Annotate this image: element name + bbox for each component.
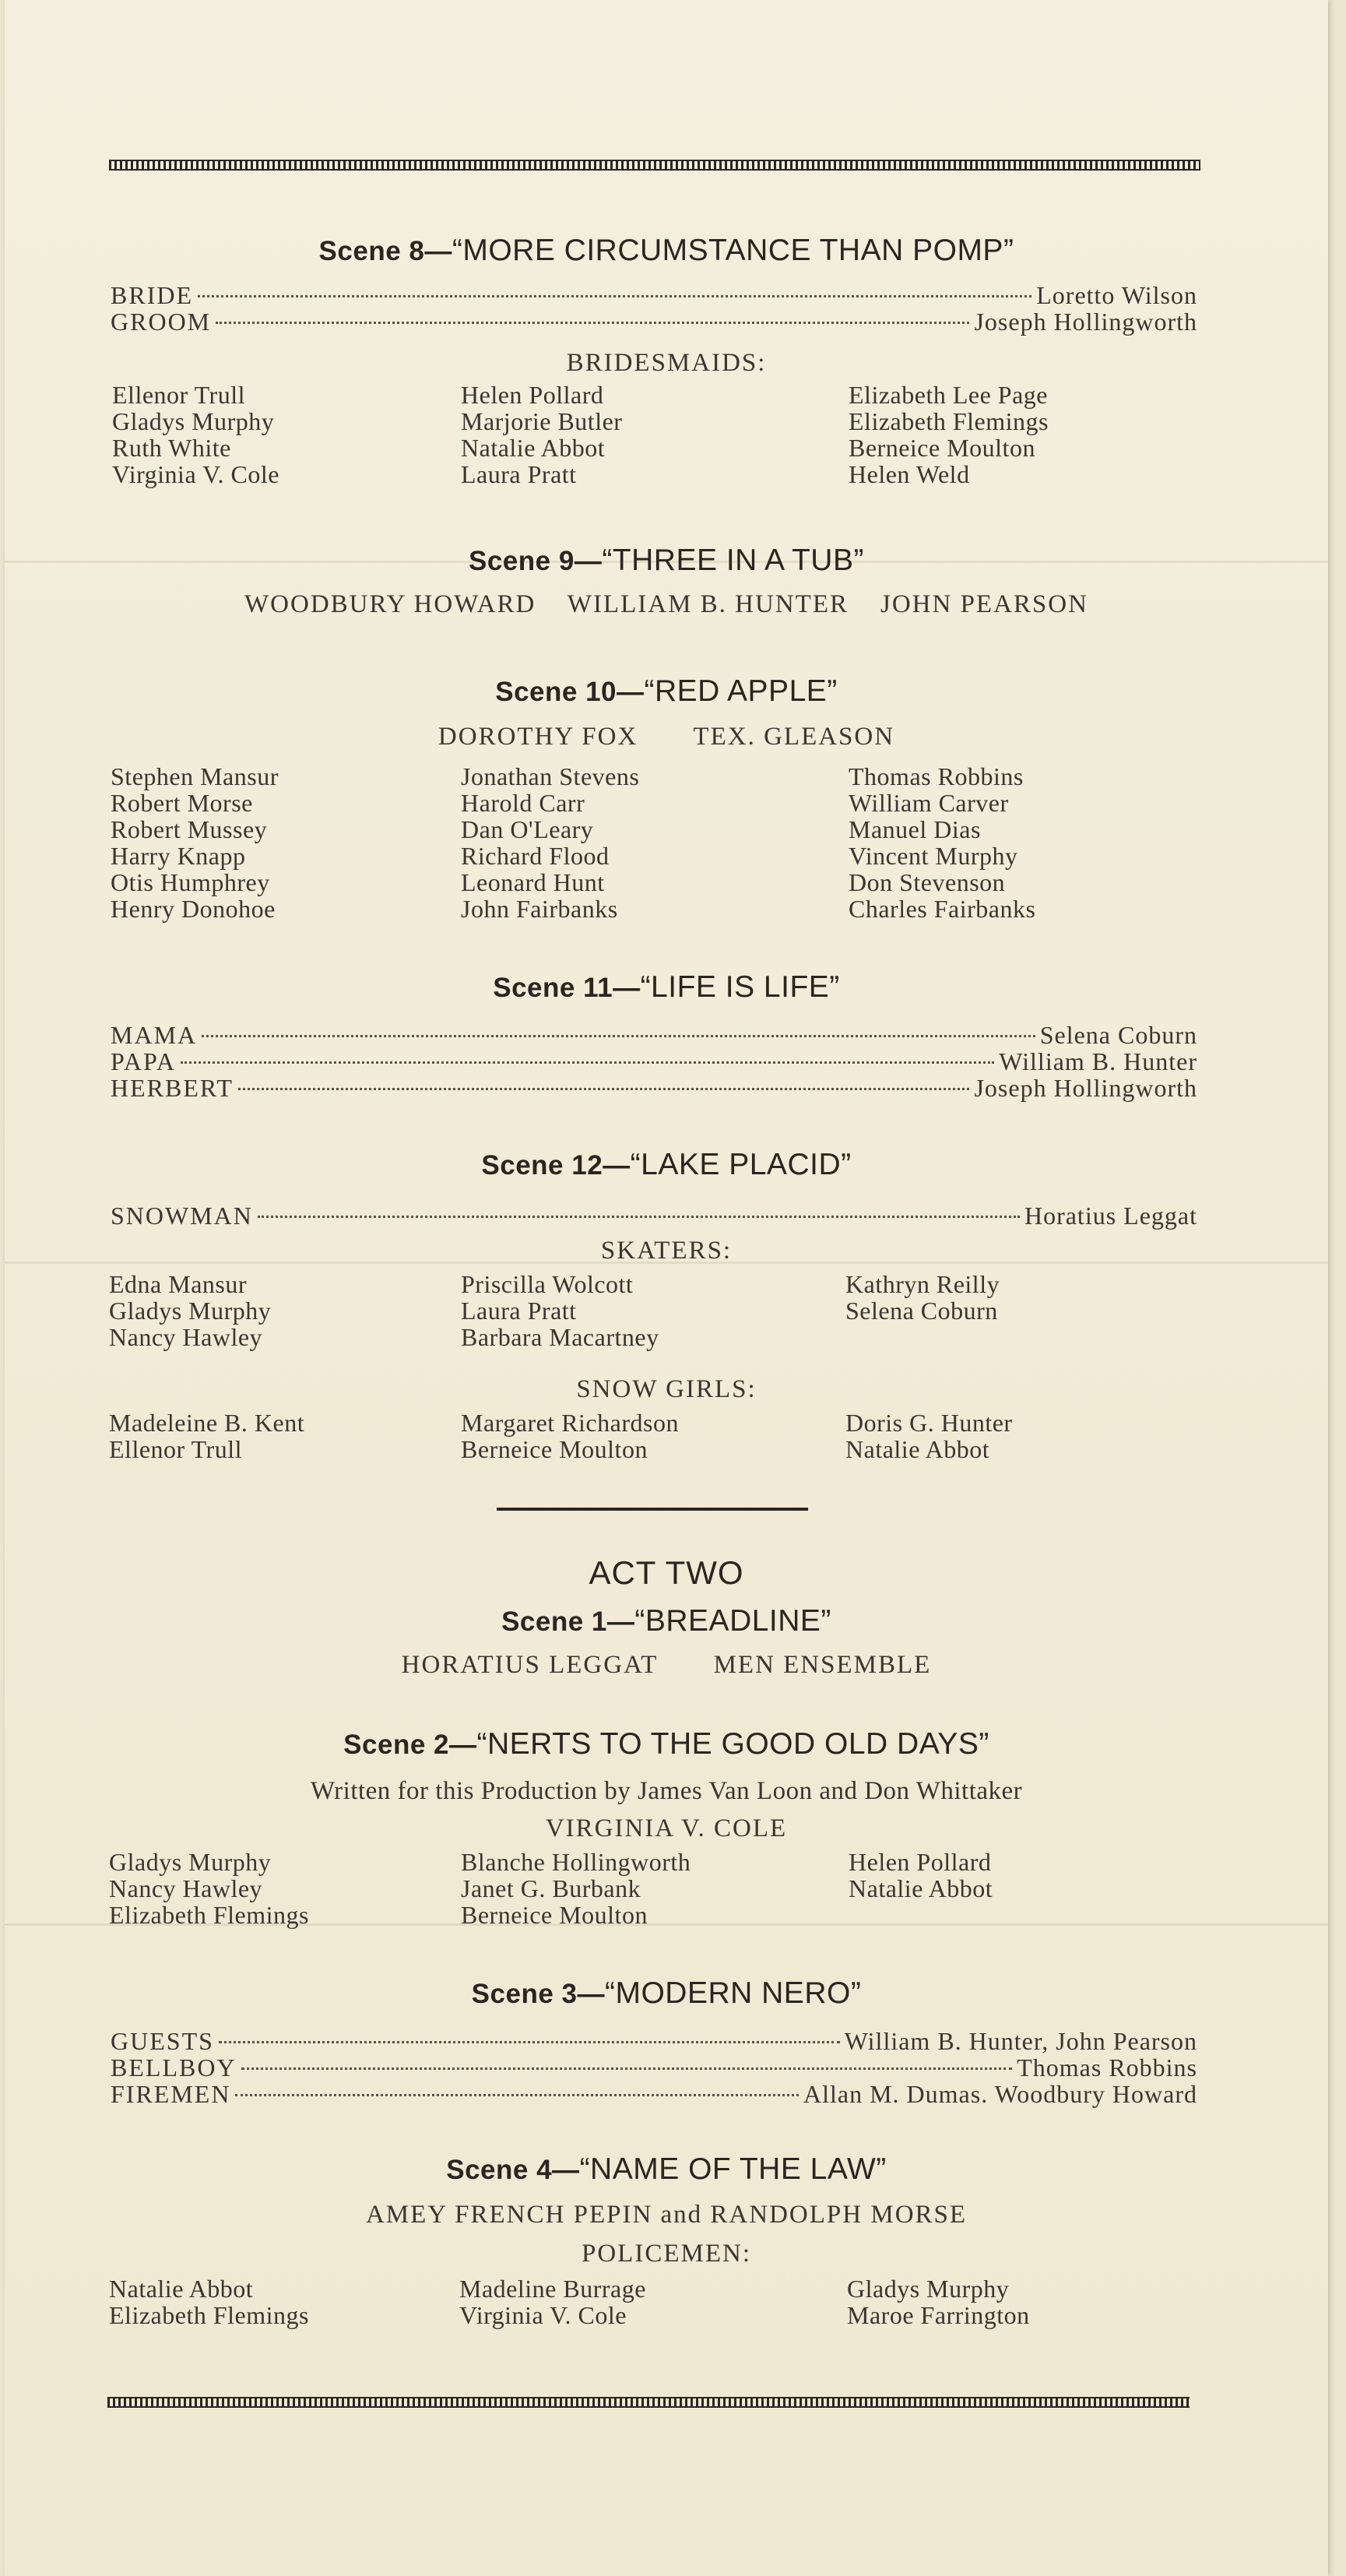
cast-member: Henry Donohoe bbox=[111, 895, 276, 923]
scene-11-heading bbox=[106, 970, 1227, 1005]
cast-member: Natalie Abbot bbox=[461, 434, 606, 462]
cast-member: Jonathan Stevens bbox=[461, 762, 640, 790]
role-row-snowman bbox=[111, 1202, 1197, 1229]
policemen-column-2 bbox=[459, 2275, 646, 2328]
act2-scene-1-cast: HORATIUS LEGGAT MEN ENSEMBLE bbox=[401, 1651, 932, 1679]
dot-leader bbox=[202, 1035, 1035, 1037]
cast-member: Priscilla Wolcott bbox=[461, 1270, 634, 1298]
scene-title: “NAME OF THE LAW” bbox=[579, 2152, 887, 2186]
scene-label: Scene 3— bbox=[471, 1979, 605, 2009]
cast-member: Helen Pollard bbox=[849, 1848, 992, 1876]
cast-member: Selena Coburn bbox=[845, 1297, 998, 1325]
scene-12-heading bbox=[106, 1148, 1227, 1182]
scene-label: Scene 9— bbox=[469, 546, 603, 576]
snow-girls-column-1 bbox=[109, 1409, 304, 1462]
cast-member: Laura Pratt bbox=[461, 1297, 577, 1325]
cast-member: Madeleine B. Kent bbox=[109, 1409, 305, 1437]
role-name: MAMA bbox=[111, 1021, 198, 1049]
scene-label: Scene 10— bbox=[495, 677, 645, 707]
cast-member: Elizabeth Flemings bbox=[849, 407, 1049, 435]
cast-member: Thomas Robbins bbox=[849, 762, 1024, 790]
cast-member: Helen Weld bbox=[849, 460, 970, 488]
cast-member: Don Stevenson bbox=[849, 868, 1006, 896]
dot-leader bbox=[258, 1216, 1020, 1218]
snow-girls-heading: SNOW GIRLS: bbox=[576, 1375, 757, 1403]
bottom-ornamental-rule bbox=[107, 2397, 1190, 2408]
role-name: GUESTS bbox=[111, 2027, 214, 2055]
cast-member: Laura Pratt bbox=[461, 460, 577, 488]
scene-10-heading bbox=[106, 674, 1227, 709]
role-name: BRIDE bbox=[111, 281, 193, 309]
policemen-heading: POLICEMEN: bbox=[582, 2240, 751, 2268]
cast-member: Gladys Murphy bbox=[847, 2275, 1010, 2303]
act2-scene-4-heading bbox=[106, 2152, 1227, 2187]
scene-title: “MORE CIRCUMSTANCE THAN POMP” bbox=[452, 234, 1014, 267]
dot-leader bbox=[216, 322, 969, 324]
actor-name: Horatius Leggat bbox=[1024, 1202, 1197, 1230]
cast-member: Margaret Richardson bbox=[461, 1409, 679, 1437]
dot-leader bbox=[198, 295, 1031, 297]
actor-name: William B. Hunter, John Pearson bbox=[844, 2027, 1197, 2055]
cast-member: Charles Fairbanks bbox=[849, 895, 1036, 923]
skaters-column-3 bbox=[845, 1271, 1000, 1324]
cast-member: Natalie Abbot bbox=[109, 2275, 254, 2303]
dot-leader bbox=[238, 1088, 970, 1090]
role-row-groom bbox=[111, 308, 1197, 335]
cast-member: Gladys Murphy bbox=[109, 1297, 272, 1325]
scene-title: “MODERN NERO” bbox=[604, 1976, 862, 2010]
actor-name: Thomas Robbins bbox=[1017, 2053, 1197, 2082]
actor-name: Joseph Hollingworth bbox=[974, 308, 1197, 336]
cast-member: Natalie Abbot bbox=[849, 1874, 993, 1902]
role-row-papa bbox=[111, 1048, 1197, 1075]
scene-10-column-3 bbox=[849, 763, 1035, 922]
scene-10-column-2 bbox=[461, 763, 639, 922]
cast-member: Nancy Hawley bbox=[109, 1874, 263, 1902]
cast-member: Elizabeth Flemings bbox=[109, 1901, 309, 1929]
policemen-column-3 bbox=[847, 2275, 1030, 2328]
writing-credit: Written for this Production by James Van Loon and Don Whittaker bbox=[310, 1777, 1023, 1805]
cast-member: Otis Humphrey bbox=[111, 868, 270, 896]
actor-name: Allan M. Dumas. Woodbury Howard bbox=[803, 2080, 1197, 2108]
act2-scene-2-heading bbox=[106, 1727, 1227, 1761]
cast-member: John Fairbanks bbox=[461, 895, 618, 923]
cast-member: Vincent Murphy bbox=[849, 842, 1018, 870]
scene-label: Scene 2— bbox=[343, 1730, 477, 1760]
actor-name: William B. Hunter bbox=[999, 1047, 1197, 1075]
scene-title: “LIFE IS LIFE” bbox=[640, 970, 840, 1004]
cast-member: Virginia V. Cole bbox=[112, 460, 279, 488]
skaters-column-1 bbox=[109, 1271, 271, 1350]
cast-member: Ellenor Trull bbox=[112, 381, 245, 409]
snow-girls-column-2 bbox=[461, 1409, 679, 1462]
cast-member: Ellenor Trull bbox=[109, 1435, 242, 1463]
scene-title: “RED APPLE” bbox=[644, 674, 838, 708]
cast-member: Maroe Farrington bbox=[847, 2301, 1030, 2329]
cast-member: Natalie Abbot bbox=[845, 1435, 990, 1463]
cast-member: Madeline Burrage bbox=[459, 2275, 646, 2303]
role-name: BELLBOY bbox=[111, 2053, 237, 2082]
scene-label: Scene 8— bbox=[318, 236, 452, 266]
act2-scene-2-column-3 bbox=[849, 1849, 993, 1902]
skaters-heading: SKATERS: bbox=[600, 1237, 733, 1265]
role-name: FIREMEN bbox=[111, 2080, 231, 2108]
cast-member: Harold Carr bbox=[461, 789, 585, 817]
scene-9-cast: WOODBURY HOWARD WILLIAM B. HUNTER JOHN PEARSON bbox=[244, 590, 1088, 618]
scene-title: “BREADLINE” bbox=[634, 1604, 831, 1638]
cast-member: Marjorie Butler bbox=[461, 407, 623, 435]
scene-label: Scene 4— bbox=[446, 2155, 580, 2185]
cast-member: Blanche Hollingworth bbox=[461, 1848, 691, 1876]
scene-label: Scene 12— bbox=[481, 1150, 631, 1181]
bridesmaids-column-2 bbox=[461, 382, 622, 487]
cast-member: Virginia V. Cole bbox=[459, 2301, 627, 2329]
role-name: SNOWMAN bbox=[111, 1202, 253, 1230]
scene-title: “THREE IN A TUB” bbox=[602, 544, 864, 577]
role-name: HERBERT bbox=[111, 1074, 234, 1102]
cast-member: Robert Mussey bbox=[111, 815, 268, 843]
bridesmaids-column-1 bbox=[112, 382, 279, 487]
program-page bbox=[5, 0, 1328, 2576]
act2-scene-1-heading bbox=[106, 1604, 1227, 1638]
cast-member: Manuel Dias bbox=[849, 815, 981, 843]
cast-member: Harry Knapp bbox=[111, 842, 246, 870]
cast-member: Richard Flood bbox=[461, 842, 610, 870]
cast-member: Dan O'Leary bbox=[461, 815, 594, 843]
bridesmaids-column-3 bbox=[849, 382, 1049, 487]
actor-name: Loretto Wilson bbox=[1036, 281, 1197, 309]
act-two-title: ACT TWO bbox=[589, 1554, 744, 1591]
dot-leader bbox=[219, 2041, 840, 2043]
act2-scene-4-leads: AMEY FRENCH PEPIN and RANDOLPH MORSE bbox=[365, 2201, 968, 2229]
act-divider-rule bbox=[497, 1508, 808, 1511]
snow-girls-column-3 bbox=[845, 1409, 1013, 1462]
role-row-bellboy bbox=[111, 2054, 1197, 2081]
top-ornamental-rule bbox=[109, 160, 1200, 171]
role-row-firemen bbox=[111, 2081, 1197, 2107]
dot-leader bbox=[181, 1061, 994, 1064]
cast-member: Barbara Macartney bbox=[461, 1323, 659, 1351]
act2-scene-2-column-2 bbox=[461, 1849, 691, 1928]
cast-member: Berneice Moulton bbox=[461, 1901, 648, 1929]
dot-leader bbox=[241, 2067, 1013, 2070]
cast-member: Robert Morse bbox=[111, 789, 253, 817]
cast-member: Edna Mansur bbox=[109, 1270, 248, 1298]
bridesmaids-heading: BRIDESMAIDS: bbox=[566, 349, 767, 377]
act2-scene-2-column-1 bbox=[109, 1849, 309, 1928]
scene-label: Scene 11— bbox=[493, 973, 641, 1003]
cast-member: William Carver bbox=[849, 789, 1009, 817]
cast-member: Stephen Mansur bbox=[111, 762, 279, 790]
cast-member: Berneice Moulton bbox=[849, 434, 1035, 462]
scene-8-heading bbox=[106, 234, 1227, 268]
actor-name: Selena Coburn bbox=[1039, 1021, 1197, 1049]
cast-member: Janet G. Burbank bbox=[461, 1874, 641, 1902]
role-row-guests bbox=[111, 2028, 1197, 2054]
cast-member: Elizabeth Flemings bbox=[109, 2301, 309, 2329]
role-name: GROOM bbox=[111, 308, 212, 336]
cast-member: Doris G. Hunter bbox=[845, 1409, 1013, 1437]
policemen-column-1 bbox=[109, 2275, 309, 2328]
cast-member: Gladys Murphy bbox=[109, 1848, 272, 1876]
cast-member: Leonard Hunt bbox=[461, 868, 605, 896]
skaters-column-2 bbox=[461, 1271, 659, 1350]
scene-9-heading bbox=[106, 544, 1227, 578]
scene-title: “NERTS TO THE GOOD OLD DAYS” bbox=[476, 1727, 989, 1761]
scene-10-column-1 bbox=[111, 763, 279, 922]
scene-10-leads: DOROTHY FOX TEX. GLEASON bbox=[438, 723, 895, 751]
scene-title: “LAKE PLACID” bbox=[630, 1148, 852, 1181]
act2-scene-2-lead: VIRGINIA V. COLE bbox=[545, 1814, 788, 1842]
cast-member: Nancy Hawley bbox=[109, 1323, 263, 1351]
role-row-herbert bbox=[111, 1075, 1197, 1101]
scene-label: Scene 1— bbox=[501, 1606, 635, 1637]
cast-member: Berneice Moulton bbox=[461, 1435, 648, 1463]
role-row-mama bbox=[111, 1022, 1197, 1048]
cast-member: Kathryn Reilly bbox=[845, 1270, 1000, 1298]
cast-member: Elizabeth Lee Page bbox=[849, 381, 1048, 409]
cast-member: Gladys Murphy bbox=[112, 407, 275, 435]
actor-name: Joseph Hollingworth bbox=[974, 1074, 1197, 1102]
role-row-bride bbox=[111, 282, 1197, 308]
act2-scene-3-heading bbox=[106, 1976, 1227, 2011]
role-name: PAPA bbox=[111, 1047, 176, 1075]
cast-member: Helen Pollard bbox=[461, 381, 604, 409]
dot-leader bbox=[235, 2094, 799, 2096]
cast-member: Ruth White bbox=[112, 434, 231, 462]
